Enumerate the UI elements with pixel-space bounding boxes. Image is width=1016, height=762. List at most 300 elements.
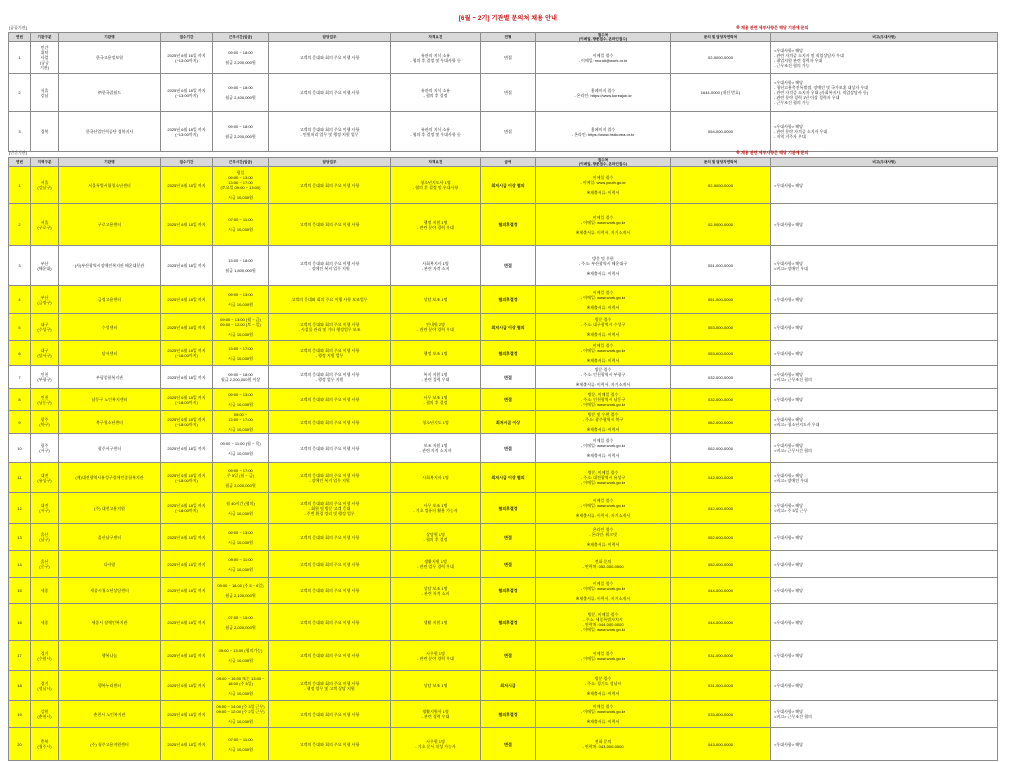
cell-region: 세종 (31, 578, 59, 604)
cell-apply: 방문 및 우편 접수 - 주소: 광주광역시 북구 ※제출서류: 이력서 (536, 411, 671, 434)
cell-no: 7 (9, 366, 31, 389)
cell-pay: 협의후결정 (481, 204, 536, 246)
cell-no: 5 (9, 314, 31, 341)
header-org: 기관명 (59, 33, 161, 42)
header-apply: 접수처 (이메일, 방문접수, 온라인접수) (536, 33, 671, 42)
table-header-row (9, 158, 998, 167)
cell-org: (주) 청주고용지원센터 (59, 728, 161, 761)
cell-pay: 면접 (481, 728, 536, 761)
cell-apply: 방문 접수 - 주소: 경기도 성남시 ※제출서류: 이력서 (536, 671, 671, 701)
cell-apply: 방문, 이메일 접수 - 주소: 인천광역시 남동구 - 이메일: www.work.go.kr (536, 389, 671, 411)
cell-region: 인천 (부평구) (31, 366, 59, 389)
cell-region: 대전 (서구) (31, 493, 59, 524)
cell-region: 울산 (남구) (31, 524, 59, 551)
header-hours: 근무시간(임금) (213, 33, 269, 42)
cell-req: 보조 지원 1명 - 관련 자격 소지자 (391, 434, 481, 463)
cell-hours: 09:00 ~ 15:00 또는 13:00 ~ 18:00 (주 5일) 시급 10,030원 (213, 671, 269, 701)
cell-region: 부산 (해운대) (31, 246, 59, 286)
cell-contact: 032-000-0000 (671, 366, 771, 389)
cell-contact: 033-000-0000 (671, 701, 771, 728)
cell-no: 2 (9, 204, 31, 246)
cell-note: <우대사항> 해당 (771, 641, 998, 671)
cell-pay: 최저시급 이상 협의 (481, 167, 536, 204)
cell-hours: 09:00 ~ 13:00 시급 10,030원 (213, 286, 269, 314)
header-no: 연번 (9, 158, 31, 167)
cell-req: 사회복지사 1명 - 관련 자격 소지 (391, 246, 481, 286)
cell-duty: 고객의 응대와 회의 주요 이행 사항 (269, 604, 391, 641)
cell-no: 13 (9, 524, 31, 551)
cell-apply: 이메일 접수 - 이메일: www.youth.go.kr ※제출서류: 이력서 (536, 167, 671, 204)
cell-apply: 이메일 접수 - 이메일: www.work.go.kr ※제출서류: 이력서 (536, 701, 671, 728)
cell-note: <우대사항> 해당 (771, 604, 998, 641)
cell-region: 경기 (성남시) (31, 671, 59, 701)
cell-no: 20 (9, 728, 31, 761)
cell-pay: 최저시급 이상 (481, 411, 536, 434)
cell-region: 대구 (달서구) (31, 341, 59, 366)
cell-duty: 고객의 응대와 회의 주요 이행 사항 - 회원 및 방문 고객 응대 - 주변 환경 정리 및 행정 업무 (269, 493, 391, 524)
cell-apply: 방문 및 우편 - 주소: 부산광역시 해운대구 ※제출서류: 이력서 (536, 246, 671, 286)
cell-period: 2025년 6월 18일 까지 (161, 551, 213, 578)
cell-no: 2 (9, 74, 31, 112)
cell-duty: 고객의 응대와 회의 주요 이행 사항 - 장애인 복지 업무 지원 (269, 463, 391, 493)
private-agency-table (8, 157, 998, 761)
cell-duty: 고객의 응대와 회의 주요 이행 사항 - 행정 지원 업무 (269, 341, 391, 366)
table-header-row (9, 33, 998, 42)
cell-no: 19 (9, 701, 31, 728)
cell-no: 15 (9, 578, 31, 604)
cell-org: 세종시청소년상담센터 (59, 578, 161, 604)
cell-org: 금정고용센터 (59, 286, 161, 314)
cell-duty: 고객의 응대와 회의 주요 이행 사항 (269, 728, 391, 761)
header-contact: 문의 및 담당자연락처 (671, 158, 771, 167)
cell-no: 14 (9, 551, 31, 578)
cell-req: 청소년지도사 1명 - 협의 후 결정 및 우대사항 (391, 167, 481, 204)
header-period: 접수기간 (161, 33, 213, 42)
table-row (9, 204, 998, 246)
table-row (9, 551, 998, 578)
cell-duty: 고객의 응대와 회의 주요 이행 사항 (269, 701, 391, 728)
table-row (9, 578, 998, 604)
cell-region: 대구 (수성구) (31, 314, 59, 341)
cell-pay: 최저시급 이상 협의 (481, 314, 536, 341)
cell-note: <우대사항> 해당 - 관련 자격증 소지자 및 직업상담사 우대 - 취업지원 관련 경력자 우대 - 근무조건 협의 가능 (771, 42, 998, 74)
cell-apply: 온라인 접수 - 온라인: 워크넷 ※제출서류: 이력서 (536, 524, 671, 551)
cell-hours: 09:00 ~ 13:00 (월 ~ 금) 09:00 ~ 12:00 (토 ~ 일) 시급 10,030원 (213, 314, 269, 341)
cell-org: 남동구 노인복지센터 (59, 389, 161, 411)
cell-no: 9 (9, 411, 31, 434)
cell-duty: 고객의 응대와 회의 주요 이행 사항 (269, 641, 391, 671)
table-row (9, 366, 998, 389)
header-apply: 접수처 (이메일, 방문접수, 온라인접수) (536, 158, 671, 167)
cell-org: 울산남구센터 (59, 524, 161, 551)
cell-no: 8 (9, 389, 31, 411)
cell-region: 인천 (남동구) (31, 389, 59, 411)
header-pay: 급여 (481, 158, 536, 167)
cell-contact: 054-000-0000 (671, 112, 771, 152)
cell-no: 3 (9, 246, 31, 286)
cell-pay: 면접 (481, 74, 536, 112)
cell-org: 춘천시 노인복지관 (59, 701, 161, 728)
notice-public: ※ 채용 관련 세부사항은 해당 기관에 문의 (736, 25, 809, 30)
cell-org: 수성센터 (59, 314, 161, 341)
cell-req: 행정 보조 1명 (391, 341, 481, 366)
cell-period: 2025년 6월 18일 까지 (~13:00까지) (161, 74, 213, 112)
cell-pay: 면접 (481, 434, 536, 463)
cell-pay: 협의후결정 (481, 341, 536, 366)
cell-apply: 방문, 이메일 접수 - 주소: 대전광역시 유성구 - 이메일: www.work.go.kr (536, 463, 671, 493)
cell-period: 2025년 6월 18일 까지 (161, 641, 213, 671)
table-row (9, 493, 998, 524)
table-row (9, 701, 998, 728)
cell-apply: 이메일 접수 - 이메일: www.work.go.kr ※제출서류: 이력서 (536, 341, 671, 366)
cell-no: 17 (9, 641, 31, 671)
cell-hours: 평일 09:00 ~ 13:00 13:00 ~ 17:00 (토요일 09:00 ~ 13:00) 시급 10,030원 (213, 167, 269, 204)
cell-apply: 홈페이지 접수 - 온라인: https://www.koreajob.kr (536, 74, 671, 112)
cell-apply: 방문, 이메일 접수 - 주소: 세종특별자치시 - 연락처: 044-000-0000 - 이메일: www.work.go.kr (536, 604, 671, 641)
header-period: 접수기간 (161, 158, 213, 167)
cell-org: 구로고용센터 (59, 204, 161, 246)
cell-hours: 13:00 ~ 17:00 시급 10,030원 (213, 341, 269, 366)
cell-duty: 고객의 응대와 회의 주요 이행 사항 (269, 434, 391, 463)
cell-duty: 고객의 응대와 회의 주요 이행 사항 (269, 551, 391, 578)
cell-duty: 고객의 응대와 회의 주요 이행 사항 (269, 204, 391, 246)
cell-req: 유관의 지식 소유 - 협의 후 결정 및 우대사항 등 (391, 42, 481, 74)
cell-org: 다사랑 (59, 551, 161, 578)
cell-apply: 이메일 접수 - 이메일: www.work.go.kr (536, 641, 671, 671)
cell-contact: 02-0000-0000 (671, 167, 771, 204)
cell-pay: 최저시급 이상 협의 (481, 463, 536, 493)
cell-no: 12 (9, 493, 31, 524)
cell-apply: 이메일 접수 - 이메일: recruit@work.or.kr (536, 42, 671, 74)
header-org: 기관명 (59, 158, 161, 167)
cell-duty: 고객의 응대와 회의 주요 이행 사항 (269, 524, 391, 551)
header-pay: 전형 (481, 33, 536, 42)
header-region: 기관구분 (31, 33, 59, 42)
cell-period: 2025년 6월 18일 까지 (~18:00까지) (161, 389, 213, 411)
cell-req: 생활 지원 1명 (391, 604, 481, 641)
header-duty: 담당업무 (269, 158, 391, 167)
cell-contact: 043-000-0000 (671, 728, 771, 761)
header-duty: 담당업무 (269, 33, 391, 42)
table-row (9, 341, 998, 366)
cell-apply: 홈페이지 접수 - 온라인: https://www.hrdkorea.or.kr (536, 112, 671, 152)
cell-req: 유관의 지식 소유 - 협의 후 결정 및 우대사항 등 (391, 112, 481, 152)
cell-apply: 전화 문의 - 연락처: 052-000-0000 (536, 551, 671, 578)
cell-period: 2025년 6월 18일 까지 (~18:00까지) (161, 493, 213, 524)
header-req: 자격요건 (391, 33, 481, 42)
cell-org: 달서센터 (59, 341, 161, 366)
cell-period: 2025년 6월 18일 까지 (161, 434, 213, 463)
cell-note: <우대사항> 해당 (771, 204, 998, 246)
cell-note: <우대사항> 해당 (771, 167, 998, 204)
cell-hours: 09:00 ~ 18:00 월급 2,200,000원 (213, 42, 269, 74)
cell-region: 서울 강남 (31, 74, 59, 112)
cell-duty: 고객의 응대와 회의 주요 이행 사항 - 장애인 복지 업무 지원 (269, 246, 391, 286)
cell-contact: 062-000-0000 (671, 434, 771, 463)
cell-hours: 07:00 ~ 15:00 월급 2,000,000원 (213, 604, 269, 641)
cell-pay: 면접 (481, 42, 536, 74)
cell-pay: 면접 (481, 641, 536, 671)
cell-pay: 협의후결정 (481, 493, 536, 524)
cell-org: (사)부산광역시장애인복지관 해운대분관 (59, 246, 161, 286)
cell-hours: 09:00 ~ 18:00 (주 5 ~ 6일) 월급 2,100,000원 (213, 578, 269, 604)
cell-hours: 09:00 ~ 13:00 시급 10,030원 (213, 389, 269, 411)
cell-req: 사회복지사 1명 (391, 463, 481, 493)
cell-note: <우대사항> 해당 (771, 551, 998, 578)
cell-note: <우대사항> 해당 - 청년고용촉진특별법, 장애인 및 국가보훈 대상자 우대 - 관련 자격증 소지자 우대 (사회복지사, 직업상담사 등) - 관련 분야 경력 1년 이상 경력자 우대 - 근무조건 협의 가능 (771, 74, 998, 112)
cell-region: 울산 (중구) (31, 551, 59, 578)
cell-org: ㈜한국잡월드 (59, 74, 161, 112)
cell-hours: 09:00 ~ 11:00 시급 10,030원 (213, 551, 269, 578)
cell-duty: 고객의 응대와 회의 주요 이행 사항 (269, 42, 391, 74)
cell-hours: 09:00 ~ 13:00 시급 10,030원 (213, 524, 269, 551)
cell-pay: 협의후결정 (481, 604, 536, 641)
cell-hours: 07:00 ~ 11:00 시급 10,030원 (213, 204, 269, 246)
header-contact: 문의 및 담당자연락처 (671, 33, 771, 42)
cell-contact: 042-000-0000 (671, 463, 771, 493)
cell-region: 강원 (춘천시) (31, 701, 59, 728)
cell-period: 2025년 6월 18일 까지 (~18:00까지) (161, 341, 213, 366)
cell-no: 18 (9, 671, 31, 701)
cell-region: 광주 (북구) (31, 411, 59, 434)
cell-region: 경기 (수원시) (31, 641, 59, 671)
cell-apply: 이메일 접수 - 이메일: www.work.go.kr ※제출서류: 이력서, 자기소개서 (536, 578, 671, 604)
cell-contact: 1644-0000 (내선 번호) (671, 74, 771, 112)
cell-no: 1 (9, 167, 31, 204)
cell-period: 2025년 6월 18일 까지 (161, 604, 213, 641)
cell-region: 광주 (서구) (31, 434, 59, 463)
cell-req: 행정 지원 1명 - 관련 분야 경력 우대 (391, 204, 481, 246)
cell-region: 충북 (청주시) (31, 728, 59, 761)
cell-req: 복지 지원 1명 - 관련 경력 우대 (391, 366, 481, 389)
cell-region: 대전 (유성구) (31, 463, 59, 493)
cell-hours: 13:00 ~ 18:00 월급 1,800,000원 (213, 246, 269, 286)
cell-duty: 고객의 응대와 회의 주요 이행 사항 (269, 74, 391, 112)
cell-contact: 052-000-0000 (671, 551, 771, 578)
header-hours: 근무시간(임금) (213, 158, 269, 167)
cell-region: 서울 (구로구) (31, 204, 59, 246)
cell-contact: 032-000-0000 (671, 389, 771, 411)
table-row (9, 434, 998, 463)
cell-pay: 면접 (481, 366, 536, 389)
cell-req: 사무 보조 1명 - 협의 후 결정 (391, 389, 481, 411)
cell-apply: 이메일 접수 - 이메일: www.work.go.kr ※제출서류: 이력서 (536, 286, 671, 314)
cell-contact: 053-000-0000 (671, 341, 771, 366)
cell-req: 생활지원 1명 - 관련 업무 경력 우대 (391, 551, 481, 578)
cell-note: <우대사항> 해당 (771, 389, 998, 411)
cell-org: (주) 대전고용지원 (59, 493, 161, 524)
cell-duty: 고객의 응대와 회의 주요 이행 사항 - 행정 업무 지원 (269, 366, 391, 389)
cell-pay: 면접 (481, 112, 536, 152)
cell-note: <우대사항> 해당 (771, 578, 998, 604)
table-row (9, 112, 998, 152)
table-row (9, 74, 998, 112)
cell-no: 6 (9, 341, 31, 366)
cell-pay: 면접 (481, 551, 536, 578)
cell-contact: 062-000-0000 (671, 411, 771, 434)
cell-req: 상담원 1명 - 협의 후 결정 (391, 524, 481, 551)
cell-contact: 044-000-0000 (671, 578, 771, 604)
cell-note: <우대사항> 해당 (771, 341, 998, 366)
cell-hours: 07:00 ~ 11:00 시급 10,030원 (213, 728, 269, 761)
cell-duty: 고객의 응대와 회의 주요 이행 사항 (269, 167, 391, 204)
cell-pay: 협의후결정 (481, 286, 536, 314)
table-row (9, 524, 998, 551)
cell-org: 행복누리센터 (59, 671, 161, 701)
cell-note: <우대사항> 해당 <비고> 근무조건 협의 (771, 366, 998, 389)
cell-no: 4 (9, 286, 31, 314)
cell-contact: 031-000-0000 (671, 641, 771, 671)
cell-note: <우대사항> 해당 (771, 524, 998, 551)
cell-org: (재)대전광역시유성구장애인종합복지관 (59, 463, 161, 493)
cell-period: 2025년 6월 18일 까지 (161, 524, 213, 551)
table-row (9, 411, 998, 434)
cell-duty: 고객의 응대와 회의 주요 이행 사항 - 민원처리 업무 및 행정 지원 업무 (269, 112, 391, 152)
cell-period: 2025년 6월 18일 까지 (~13:00까지) (161, 112, 213, 152)
public-agency-table (8, 32, 998, 152)
cell-req: 상담 보조 1명 (391, 286, 481, 314)
table-row (9, 671, 998, 701)
cell-region: 서울 (강남구) (31, 167, 59, 204)
cell-note: <우대사항> 해당 <비고> 근무시간 협의 (771, 434, 998, 463)
cell-apply: 방문 접수 - 주소: 대구광역시 수성구 ※제출서류: 이력서 (536, 314, 671, 341)
cell-period: 2025년 6월 18일 까지 (161, 578, 213, 604)
cell-note: <우대사항> 해당 <비고> 근무조건 협의 (771, 701, 998, 728)
notice-private: ※ 채용 관련 세부사항은 해당 기관에 문의 (736, 150, 809, 155)
cell-period: 2025년 6월 18일 까지 (161, 701, 213, 728)
cell-contact: 044-000-0000 (671, 604, 771, 641)
cell-period: 2025년 6월 18일 까지 (~18:00까지) (161, 411, 213, 434)
cell-apply: 방문 접수 - 주소: 인천광역시 부평구 ※제출서류: 이력서, 자기소개서 (536, 366, 671, 389)
cell-hours: 09:00 ~ 11:00 (월 ~ 목) 시급 10,030원 (213, 434, 269, 463)
cell-apply: 이메일 접수 - 이메일: www.work.go.kr ※제출서류: 이력서, 자기소개서 (536, 204, 671, 246)
cell-note: <우대사항> 해당 <비고> 장애인 우대 (771, 246, 998, 286)
cell-pay: 협의후결정 (481, 701, 536, 728)
cell-hours: 09:00 ~ 18:00 월급 2,200,000원 (213, 112, 269, 152)
cell-period: 2025년 6월 18일 까지 (161, 167, 213, 204)
cell-org: 한국산업인력공단 경북지사 (59, 112, 161, 152)
table-row (9, 389, 998, 411)
cell-req: 생활지원사 1명 - 관련 경력 우대 (391, 701, 481, 728)
cell-pay: 면접 (481, 389, 536, 411)
cell-contact: 042-000-0000 (671, 493, 771, 524)
cell-apply: 전화 문의 - 연락처: 043-000-0000 (536, 728, 671, 761)
cell-region: 세종 (31, 604, 59, 641)
cell-note: <우대사항> 해당 <비고> 청소년지도사 우대 (771, 411, 998, 434)
cell-contact: 02-0000-0000 (671, 204, 771, 246)
cell-hours: 09:00 ~ 14:00 (주 3일 근무) 09:00 ~ 12:00 (주 2일 근무) 시급 10,030원 (213, 701, 269, 728)
cell-period: 2025년 6월 18일 까지 (~18:00까지) (161, 463, 213, 493)
cell-note: <우대사항> 해당 <비고> 주 5일 근무 (771, 493, 998, 524)
cell-contact: 031-000-0000 (671, 671, 771, 701)
table-row (9, 641, 998, 671)
cell-duty: 고객의 응대와 회의 주요 이행 사항 보조업무 (269, 286, 391, 314)
cell-apply: 이메일 접수 - 이메일: www.work.go.kr ※제출서류: 이력서 (536, 434, 671, 463)
cell-period: 2025년 6월 18일 까지 (161, 314, 213, 341)
header-no: 연번 (9, 33, 31, 42)
cell-org: 북구청소년센터 (59, 411, 161, 434)
cell-note: <우대사항> 해당 (771, 671, 998, 701)
cell-org: 행복나눔 (59, 641, 161, 671)
cell-no: 11 (9, 463, 31, 493)
cell-duty: 고객의 응대와 회의 주요 이행 사항 - 시설물 관리 및 기타 행정업무 보조 (269, 314, 391, 341)
cell-region: 부산 (금정구) (31, 286, 59, 314)
cell-region: 민간 위탁 사업 (공공 기관) (31, 42, 59, 74)
cell-period: 2025년 6월 18일 까지 (161, 286, 213, 314)
cell-req: 안내원 2명 - 관련 분야 경력 우대 (391, 314, 481, 341)
cell-hours: 09:00 ~ 18:00 월급 2,400,000원 (213, 74, 269, 112)
cell-note: <우대사항> 해당 (771, 728, 998, 761)
header-req: 자격요건 (391, 158, 481, 167)
cell-hours: 09:00 ~ 13:00 (협의가능) 시급 10,030원 (213, 641, 269, 671)
section-label-public: [공공기관] (9, 25, 27, 30)
cell-hours: 09:00 ~ 13:00 ~ 17:00 시급 10,030원 (213, 411, 269, 434)
header-note: 비고(우대사항) (771, 158, 998, 167)
cell-period: 2025년 6월 18일 까지 (161, 204, 213, 246)
cell-org: 한국고용정보원 (59, 42, 161, 74)
cell-pay: 협의후결정 (481, 578, 536, 604)
table-row (9, 314, 998, 341)
cell-contact: 053-000-0000 (671, 314, 771, 341)
cell-region: 경북 (31, 112, 59, 152)
table-row (9, 42, 998, 74)
cell-period: 2025년 6월 16일 까지 (~13:00까지) (161, 42, 213, 74)
cell-no: 3 (9, 112, 31, 152)
table-row (9, 728, 998, 761)
cell-duty: 고객의 응대와 회의 주요 이행 사항 (269, 411, 391, 434)
cell-no: 1 (9, 42, 31, 74)
cell-req: 유관의 지식 소유 - 협의 후 결정 (391, 74, 481, 112)
cell-pay: 면접 (481, 524, 536, 551)
header-region: 지역구분 (31, 158, 59, 167)
cell-period: 2025년 6월 18일 까지 (161, 671, 213, 701)
cell-req: 사무 보조 1명 - 기초 컴퓨터 활용 가능자 (391, 493, 481, 524)
cell-duty: 고객의 응대와 회의 주요 이행 사항 (269, 389, 391, 411)
cell-period: 2025년 6월 18일 까지 (161, 728, 213, 761)
page-title: [6월 ~ 2기] 기관별 문의처 채용 안내 (458, 16, 558, 22)
table-row (9, 286, 998, 314)
cell-hours: 09:00 ~ 17:00 주 5일 (월 ~ 금) 월급 2,000,000원 (213, 463, 269, 493)
table-row (9, 167, 998, 204)
cell-req: 사무원 1명 - 기초 문서 작성 가능자 (391, 728, 481, 761)
cell-req: 상담 보조 1명 (391, 671, 481, 701)
cell-contact: 02-0000-0000 (671, 42, 771, 74)
cell-org: 광주서구센터 (59, 434, 161, 463)
cell-hours: 월 40시간 (협의) 시급 10,030원 (213, 493, 269, 524)
cell-org: 서울특별시립청소년센터 (59, 167, 161, 204)
cell-duty: 고객의 응대와 회의 주요 이행 사항 - 행정 업무 및 고객 상담 지원 (269, 671, 391, 701)
cell-req: 사무원 1명 - 관련 분야 경력 우대 (391, 641, 481, 671)
cell-period: 2025년 6월 18일 까지 (161, 366, 213, 389)
section-label-private: [민간기관] (9, 150, 27, 155)
cell-contact: 051-000-0000 (671, 246, 771, 286)
cell-contact: 051-000-0000 (671, 286, 771, 314)
table-row (9, 463, 998, 493)
cell-no: 16 (9, 604, 31, 641)
cell-no: 10 (9, 434, 31, 463)
table-row (9, 604, 998, 641)
cell-note: <우대사항> 해당 <비고> 장애인 우대 (771, 463, 998, 493)
cell-org: 부평종합복지관 (59, 366, 161, 389)
cell-note: <우대사항> 해당 (771, 286, 998, 314)
cell-apply: 이메일 접수 - 이메일: www.work.go.kr ※제출서류: 이력서, 자기소개서 (536, 493, 671, 524)
cell-req: 청소년지도 1명 (391, 411, 481, 434)
cell-period: 2025년 6월 18일 까지 (161, 246, 213, 286)
header-note: 비고(우대사항) (771, 33, 998, 42)
cell-req: 상담 보조 1명 - 관련 자격 소지 (391, 578, 481, 604)
cell-note: <우대사항> 해당 (771, 314, 998, 341)
table-row (9, 246, 998, 286)
